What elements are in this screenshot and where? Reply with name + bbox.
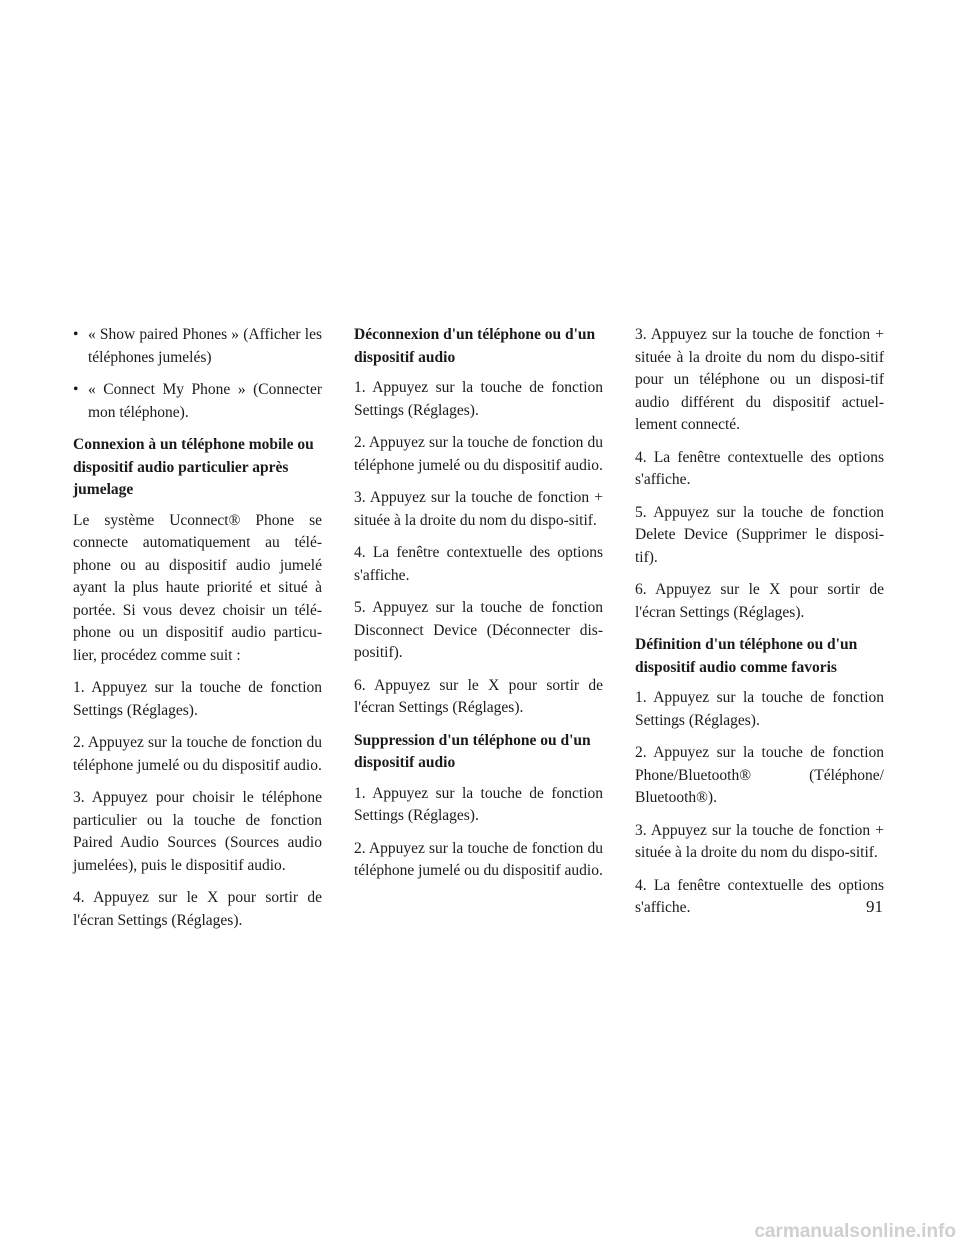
column-2: [354, 324, 603, 893]
page-number: 91: [866, 897, 883, 916]
step-item: 5. Appuyez sur la touche de fonction Disconnect Device (Déconnecter dis-positif).: [354, 599, 603, 661]
step-item: 6. Appuyez sur le X pour sortir de l'écran Settings (Réglages).: [354, 676, 603, 716]
step-item: 2. Appuyez sur la touche de fonction du téléphone jumelé ou du dispositif audio.: [73, 734, 322, 774]
step-item: 3. Appuyez sur la touche de fonction + située à la droite du nom du dispo-sitif pour un téléphone ou un disposi-tif audio différent du dispositif actuel-lement connecté.: [635, 326, 884, 433]
step-item: 2. Appuyez sur la touche de fonction Phone/Bluetooth® (Téléphone/ Bluetooth®).: [635, 744, 884, 806]
step-item: 3. Appuyez sur la touche de fonction + située à la droite du nom du dispo-sitif.: [354, 489, 603, 529]
section-heading: Suppression d'un téléphone ou d'un dispositif audio: [354, 731, 591, 771]
option-list: [73, 324, 322, 424]
column-3: [635, 324, 884, 930]
step-item: 2. Appuyez sur la touche de fonction du téléphone jumelé ou du dispositif audio.: [354, 434, 603, 474]
step-item: 2. Appuyez sur la touche de fonction du téléphone jumelé ou du dispositif audio.: [354, 839, 603, 879]
step-item: 3. Appuyez pour choisir le téléphone particulier ou la touche de fonction Paired Audio Sources (Sources audio jumelées), puis le dispositif audio.: [73, 789, 322, 874]
step-item: 1. Appuyez sur la touche de fonction Settings (Réglages).: [354, 784, 603, 824]
section-heading: Définition d'un téléphone ou d'un dispositif audio comme favoris: [635, 636, 858, 676]
step-item: 4. Appuyez sur le X pour sortir de l'écran Settings (Réglages).: [73, 889, 322, 929]
list-item: • « Connect My Phone » (Connecter mon téléphone).: [73, 379, 322, 424]
step-item: 1. Appuyez sur la touche de fonction Settings (Réglages).: [354, 379, 603, 419]
step-item: 4. La fenêtre contextuelle des options s'affiche.: [635, 448, 884, 488]
step-item: 4. La fenêtre contextuelle des options s'affiche.: [354, 544, 603, 584]
step-item: 1. Appuyez sur la touche de fonction Settings (Réglages).: [635, 689, 884, 729]
step-item: 4. La fenêtre contextuelle des options s'affiche.: [635, 876, 884, 916]
step-item: 6. Appuyez sur le X pour sortir de l'écran Settings (Réglages).: [635, 581, 884, 621]
list-item: • « Show paired Phones » (Afficher les téléphones jumelés): [73, 324, 322, 369]
step-item: 1. Appuyez sur la touche de fonction Settings (Réglages).: [73, 679, 322, 719]
column-1: [73, 324, 322, 942]
paragraph: Le système Uconnect® Phone se connecte automatiquement au télé-phone ou au dispositif audio jumelé ayant la plus haute priorité et situé à portée. Si vous devez choisir un télé-phone ou un dispositif audio particu-lier, procédez comme suit :: [73, 511, 322, 664]
section-heading: Déconnexion d'un téléphone ou d'un dispositif audio: [354, 326, 596, 366]
step-item: 3. Appuyez sur la touche de fonction + située à la droite du nom du dispo-sitif.: [635, 821, 884, 861]
step-item: 5. Appuyez sur la touche de fonction Delete Device (Supprimer le disposi-tif).: [635, 503, 884, 566]
section-heading: Connexion à un téléphone mobile ou dispositif audio particulier après jumelage: [73, 436, 314, 498]
watermark-text: carmanualsonline.info: [754, 1221, 956, 1242]
